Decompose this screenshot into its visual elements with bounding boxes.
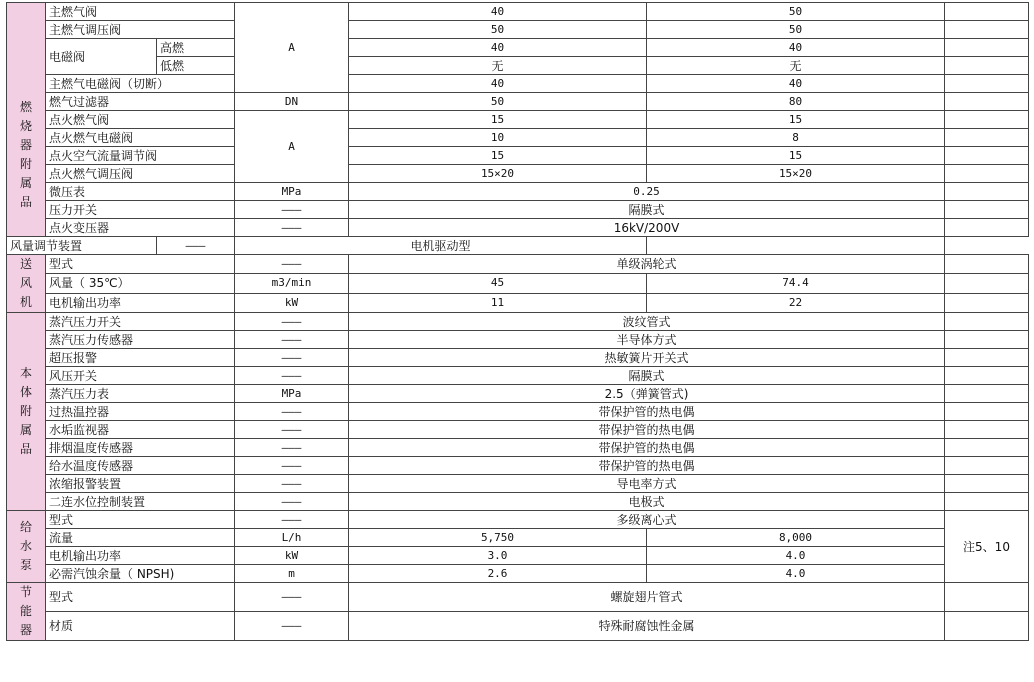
category-fan: 送 风 机 xyxy=(7,255,46,313)
note-cell xyxy=(945,219,1029,237)
table-row xyxy=(7,201,1029,219)
table-row xyxy=(7,293,1029,312)
note-cell xyxy=(647,237,945,255)
note-cell xyxy=(945,21,1029,39)
value-cell: 15×20 xyxy=(349,165,647,183)
note-cell xyxy=(945,475,1029,493)
table-row xyxy=(7,529,1029,547)
value-cell: 15 xyxy=(647,147,945,165)
table-row xyxy=(7,274,1029,293)
unit-cell: ——— xyxy=(235,201,349,219)
unit-cell: kW xyxy=(235,293,349,312)
value-cell: 0.25 xyxy=(349,183,945,201)
note-cell xyxy=(945,457,1029,475)
sub-item-label: 低燃 xyxy=(157,57,235,75)
table-row xyxy=(7,57,1029,75)
item-label: 水垢监视器 xyxy=(46,421,235,439)
table-row xyxy=(7,511,1029,529)
item-label: 风量调节装置 xyxy=(7,237,157,255)
note-cell xyxy=(945,255,1029,274)
table-row xyxy=(7,255,1029,274)
note-cell xyxy=(945,201,1029,219)
value-cell: 50 xyxy=(647,3,945,21)
value-cell: 15 xyxy=(647,111,945,129)
value-cell: 45 xyxy=(349,274,647,293)
value-cell: 带保护管的热电偶 xyxy=(349,403,945,421)
value-cell: 电机驱动型 xyxy=(235,237,647,255)
value-cell: 8 xyxy=(647,129,945,147)
value-cell: 22 xyxy=(647,293,945,312)
table-row xyxy=(7,111,1029,129)
item-label: 电机输出功率 xyxy=(46,547,235,565)
unit-cell: ——— xyxy=(235,349,349,367)
item-label: 主燃气电磁阀（切断） xyxy=(46,75,235,93)
unit-cell: ——— xyxy=(235,457,349,475)
category-body: 本 体 附 属 品 xyxy=(7,313,46,511)
note-cell xyxy=(945,293,1029,312)
item-label: 点火燃气阀 xyxy=(46,111,235,129)
table-row xyxy=(7,457,1029,475)
note-cell xyxy=(945,349,1029,367)
item-label: 点火空气流量调节阀 xyxy=(46,147,235,165)
value-cell: 80 xyxy=(647,93,945,111)
value-cell: 多级离心式 xyxy=(349,511,945,529)
table-row xyxy=(7,403,1029,421)
note-cell xyxy=(945,75,1029,93)
unit-cell: ——— xyxy=(235,493,349,511)
value-cell: 5,750 xyxy=(349,529,647,547)
value-cell: 40 xyxy=(349,3,647,21)
item-label: 二连水位控制装置 xyxy=(46,493,235,511)
unit-cell: ——— xyxy=(235,421,349,439)
category-economizer: 节 能 器 xyxy=(7,583,46,641)
unit-cell: kW xyxy=(235,547,349,565)
item-label: 风量（ 35℃） xyxy=(46,274,235,293)
table-row xyxy=(7,421,1029,439)
item-label: 点火变压器 xyxy=(46,219,235,237)
table-row xyxy=(7,219,1029,237)
note-cell xyxy=(945,93,1029,111)
value-cell: 带保护管的热电偶 xyxy=(349,421,945,439)
note-cell xyxy=(945,583,1029,612)
value-cell: 2.5（弹簧管式) xyxy=(349,385,945,403)
table-row xyxy=(7,331,1029,349)
note-cell xyxy=(945,612,1029,641)
value-cell: 隔膜式 xyxy=(349,201,945,219)
note-cell xyxy=(945,129,1029,147)
unit-cell: A xyxy=(235,3,349,93)
value-cell: 11 xyxy=(349,293,647,312)
item-label: 蒸汽压力表 xyxy=(46,385,235,403)
value-cell: 单级涡轮式 xyxy=(349,255,945,274)
note-cell xyxy=(945,111,1029,129)
value-cell: 无 xyxy=(349,57,647,75)
unit-cell: ——— xyxy=(235,403,349,421)
value-cell: 隔膜式 xyxy=(349,367,945,385)
unit-cell: DN xyxy=(235,93,349,111)
note-cell xyxy=(945,403,1029,421)
value-cell: 无 xyxy=(647,57,945,75)
value-cell: 50 xyxy=(349,93,647,111)
item-label: 流量 xyxy=(46,529,235,547)
unit-cell: ——— xyxy=(235,313,349,331)
item-label: 电机输出功率 xyxy=(46,293,235,312)
value-cell: 螺旋翅片管式 xyxy=(349,583,945,612)
value-cell: 40 xyxy=(349,75,647,93)
note-cell xyxy=(945,385,1029,403)
sub-item-label: 高燃 xyxy=(157,39,235,57)
table-row xyxy=(7,385,1029,403)
value-cell: 3.0 xyxy=(349,547,647,565)
category-pump: 给 水 泵 xyxy=(7,511,46,583)
item-label: 超压报警 xyxy=(46,349,235,367)
value-cell: 8,000 xyxy=(647,529,945,547)
item-label: 型式 xyxy=(46,511,235,529)
unit-cell: ——— xyxy=(235,583,349,612)
note-cell xyxy=(945,274,1029,293)
unit-cell: ——— xyxy=(235,331,349,349)
value-cell: 带保护管的热电偶 xyxy=(349,439,945,457)
unit-cell: ——— xyxy=(235,367,349,385)
table-row xyxy=(7,349,1029,367)
note-cell xyxy=(945,313,1029,331)
item-label: 型式 xyxy=(46,583,235,612)
table-row xyxy=(7,493,1029,511)
item-label: 压力开关 xyxy=(46,201,235,219)
item-label: 给水温度传感器 xyxy=(46,457,235,475)
table-row xyxy=(7,583,1029,612)
value-cell: 特殊耐腐蚀性金属 xyxy=(349,612,945,641)
unit-cell: ——— xyxy=(235,612,349,641)
table-row xyxy=(7,21,1029,39)
note-cell xyxy=(945,39,1029,57)
value-cell: 40 xyxy=(349,39,647,57)
value-cell: 带保护管的热电偶 xyxy=(349,457,945,475)
item-label: 主燃气调压阀 xyxy=(46,21,235,39)
item-label: 材质 xyxy=(46,612,235,641)
value-cell: 15 xyxy=(349,147,647,165)
item-label: 必需汽蚀余量（ NPSH) xyxy=(46,565,235,583)
table-row xyxy=(7,547,1029,565)
unit-cell: L/h xyxy=(235,529,349,547)
value-cell: 15×20 xyxy=(647,165,945,183)
note-cell xyxy=(945,147,1029,165)
value-cell: 热敏簧片开关式 xyxy=(349,349,945,367)
table-row xyxy=(7,367,1029,385)
note-cell: 注5、10 xyxy=(945,511,1029,583)
item-label: 点火燃气电磁阀 xyxy=(46,129,235,147)
value-cell: 导电率方式 xyxy=(349,475,945,493)
item-label: 蒸汽压力传感器 xyxy=(46,331,235,349)
item-label: 排烟温度传感器 xyxy=(46,439,235,457)
table-row xyxy=(7,39,1029,57)
table-row xyxy=(7,612,1029,641)
note-cell xyxy=(945,421,1029,439)
spec-table xyxy=(6,2,1029,641)
unit-cell: ——— xyxy=(235,219,349,237)
value-cell: 10 xyxy=(349,129,647,147)
table-row xyxy=(7,565,1029,583)
value-cell: 40 xyxy=(647,39,945,57)
item-label: 蒸汽压力开关 xyxy=(46,313,235,331)
note-cell xyxy=(945,3,1029,21)
note-cell xyxy=(945,367,1029,385)
value-cell: 4.0 xyxy=(647,565,945,583)
item-label: 风压开关 xyxy=(46,367,235,385)
note-cell xyxy=(945,183,1029,201)
table-row xyxy=(7,93,1029,111)
value-cell: 2.6 xyxy=(349,565,647,583)
note-cell xyxy=(945,57,1029,75)
unit-cell: A xyxy=(235,111,349,183)
item-label: 燃气过滤器 xyxy=(46,93,235,111)
table-row xyxy=(7,129,1029,147)
note-cell xyxy=(945,493,1029,511)
table-row xyxy=(7,183,1029,201)
value-cell: 半导体方式 xyxy=(349,331,945,349)
table-row xyxy=(7,147,1029,165)
unit-cell: MPa xyxy=(235,385,349,403)
table-row xyxy=(7,3,1029,21)
value-cell: 74.4 xyxy=(647,274,945,293)
item-label: 型式 xyxy=(46,255,235,274)
value-cell: 4.0 xyxy=(647,547,945,565)
note-cell xyxy=(945,331,1029,349)
table-row xyxy=(7,75,1029,93)
item-label: 浓缩报警装置 xyxy=(46,475,235,493)
value-cell: 15 xyxy=(349,111,647,129)
value-cell: 50 xyxy=(349,21,647,39)
value-cell: 16kV/200V xyxy=(349,219,945,237)
item-label: 主燃气阀 xyxy=(46,3,235,21)
unit-cell: ——— xyxy=(235,475,349,493)
item-label: 微压表 xyxy=(46,183,235,201)
table-row xyxy=(7,439,1029,457)
unit-cell: m3/min xyxy=(235,274,349,293)
category-burner: 燃 烧 器 附 属 品 xyxy=(7,3,46,237)
unit-cell: ——— xyxy=(235,439,349,457)
unit-cell: ——— xyxy=(235,511,349,529)
unit-cell: m xyxy=(235,565,349,583)
value-cell: 电极式 xyxy=(349,493,945,511)
note-cell xyxy=(945,439,1029,457)
table-row xyxy=(7,165,1029,183)
value-cell: 波纹管式 xyxy=(349,313,945,331)
unit-cell: ——— xyxy=(235,255,349,274)
value-cell: 50 xyxy=(647,21,945,39)
table-row xyxy=(7,237,1029,255)
item-label: 过热温控器 xyxy=(46,403,235,421)
note-cell xyxy=(945,165,1029,183)
unit-cell: MPa xyxy=(235,183,349,201)
item-label: 电磁阀 xyxy=(46,39,157,75)
table-row xyxy=(7,313,1029,331)
table-row xyxy=(7,475,1029,493)
item-label: 点火燃气调压阀 xyxy=(46,165,235,183)
value-cell: 40 xyxy=(647,75,945,93)
unit-cell: ——— xyxy=(157,237,235,255)
